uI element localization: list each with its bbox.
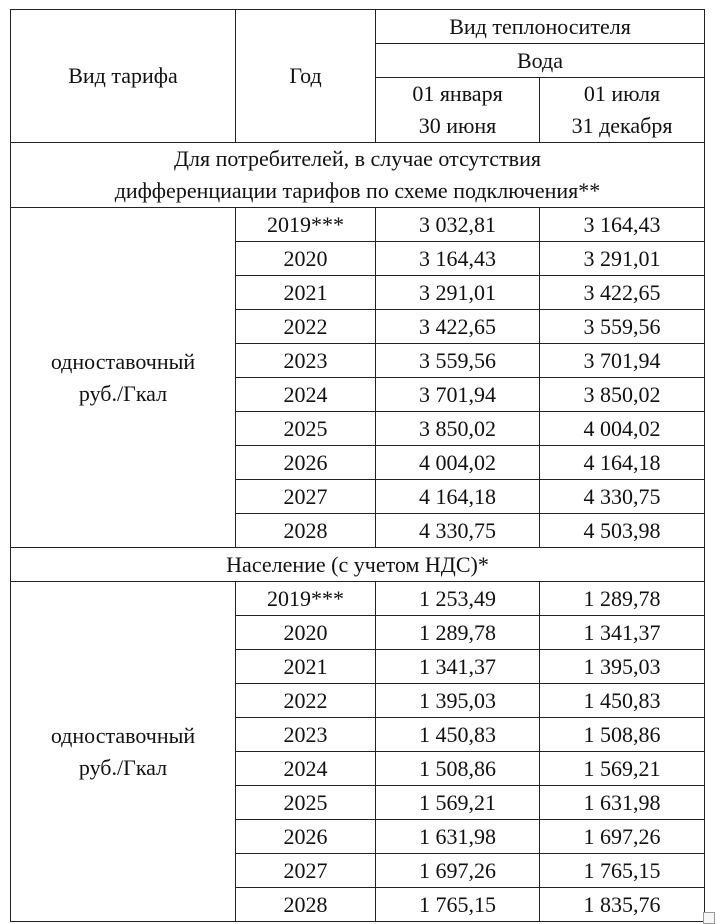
second-half-value: 1 835,76 xyxy=(540,888,705,922)
first-half-value: 1 569,21 xyxy=(376,786,540,820)
second-half-value: 1 765,15 xyxy=(540,854,705,888)
first-half-value: 1 450,83 xyxy=(376,718,540,752)
section-consumers-title xyxy=(11,143,705,208)
header-period-1-start: 01 января xyxy=(412,81,503,106)
year-cell: 2019*** xyxy=(236,208,376,242)
first-half-value: 1 253,49 xyxy=(376,582,540,616)
section-population-title: Население (с учетом НДС)* xyxy=(11,548,705,582)
year-cell: 2021 xyxy=(236,276,376,310)
year-cell: 2026 xyxy=(236,446,376,480)
year-cell: 2026 xyxy=(236,820,376,854)
year-cell: 2027 xyxy=(236,854,376,888)
second-half-value: 1 631,98 xyxy=(540,786,705,820)
second-half-value: 4 330,75 xyxy=(540,480,705,514)
first-half-value: 1 289,78 xyxy=(376,616,540,650)
first-half-value: 3 164,43 xyxy=(376,242,540,276)
second-half-value: 4 164,18 xyxy=(540,446,705,480)
table-header xyxy=(11,10,705,143)
second-half-value: 1 569,21 xyxy=(540,752,705,786)
year-cell: 2024 xyxy=(236,752,376,786)
tariff-type-cell xyxy=(11,582,236,922)
header-carrier-type: Вид теплоносителя xyxy=(376,10,705,44)
header-period-2-start: 01 июля xyxy=(583,81,661,106)
second-half-value: 1 341,37 xyxy=(540,616,705,650)
first-half-value: 3 701,94 xyxy=(376,378,540,412)
second-half-value: 3 559,56 xyxy=(540,310,705,344)
second-half-value: 1 508,86 xyxy=(540,718,705,752)
first-half-value: 3 850,02 xyxy=(376,412,540,446)
table-row xyxy=(11,582,705,616)
header-water: Вода xyxy=(376,44,705,78)
section-consumers xyxy=(11,143,705,548)
year-cell: 2023 xyxy=(236,344,376,378)
header-year: Год xyxy=(236,10,376,143)
header-period-1 xyxy=(376,78,540,143)
first-half-value: 4 330,75 xyxy=(376,514,540,548)
first-half-value: 4 164,18 xyxy=(376,480,540,514)
second-half-value: 3 850,02 xyxy=(540,378,705,412)
year-cell: 2019*** xyxy=(236,582,376,616)
second-half-value: 1 697,26 xyxy=(540,820,705,854)
year-cell: 2025 xyxy=(236,786,376,820)
first-half-value: 1 508,86 xyxy=(376,752,540,786)
first-half-value: 3 291,01 xyxy=(376,276,540,310)
header-period-2 xyxy=(540,78,705,143)
second-half-value: 1 395,03 xyxy=(540,650,705,684)
first-half-value: 4 004,02 xyxy=(376,446,540,480)
section-population xyxy=(11,548,705,922)
tariff-type-name: одноставочный xyxy=(50,722,196,748)
first-half-value: 1 697,26 xyxy=(376,854,540,888)
header-period-1-end: 30 июня xyxy=(418,113,497,138)
year-cell: 2025 xyxy=(236,412,376,446)
second-half-value: 3 164,43 xyxy=(540,208,705,242)
tariff-unit: руб./Гкал xyxy=(78,380,168,406)
first-half-value: 3 559,56 xyxy=(376,344,540,378)
second-half-value: 3 291,01 xyxy=(540,242,705,276)
year-cell: 2028 xyxy=(236,888,376,922)
section-consumers-title-line-1: Для потребителей, в случае отсутствия xyxy=(174,146,541,171)
year-cell: 2022 xyxy=(236,684,376,718)
second-half-value: 1 450,83 xyxy=(540,684,705,718)
first-half-value: 1 341,37 xyxy=(376,650,540,684)
tariff-table xyxy=(10,9,705,922)
year-cell: 2027 xyxy=(236,480,376,514)
header-period-2-end: 31 декабря xyxy=(571,113,673,138)
year-cell: 2028 xyxy=(236,514,376,548)
first-half-value: 1 395,03 xyxy=(376,684,540,718)
year-cell: 2020 xyxy=(236,616,376,650)
first-half-value: 3 422,65 xyxy=(376,310,540,344)
second-half-value: 1 289,78 xyxy=(540,582,705,616)
second-half-value: 3 422,65 xyxy=(540,276,705,310)
second-half-value: 3 701,94 xyxy=(540,344,705,378)
first-half-value: 1 631,98 xyxy=(376,820,540,854)
tariff-unit: руб./Гкал xyxy=(78,754,168,780)
header-tariff-type: Вид тарифа xyxy=(11,10,236,143)
table-row xyxy=(11,208,705,242)
tariff-type-name: одноставочный xyxy=(50,348,196,374)
year-cell: 2021 xyxy=(236,650,376,684)
second-half-value: 4 004,02 xyxy=(540,412,705,446)
year-cell: 2020 xyxy=(236,242,376,276)
section-consumers-title-line-2: дифференциации тарифов по схеме подключения** xyxy=(114,178,601,203)
second-half-value: 4 503,98 xyxy=(540,514,705,548)
year-cell: 2024 xyxy=(236,378,376,412)
year-cell: 2022 xyxy=(236,310,376,344)
tariff-type-cell xyxy=(11,208,236,548)
first-half-value: 1 765,15 xyxy=(376,888,540,922)
first-half-value: 3 032,81 xyxy=(376,208,540,242)
resize-handle-icon xyxy=(703,912,715,924)
year-cell: 2023 xyxy=(236,718,376,752)
